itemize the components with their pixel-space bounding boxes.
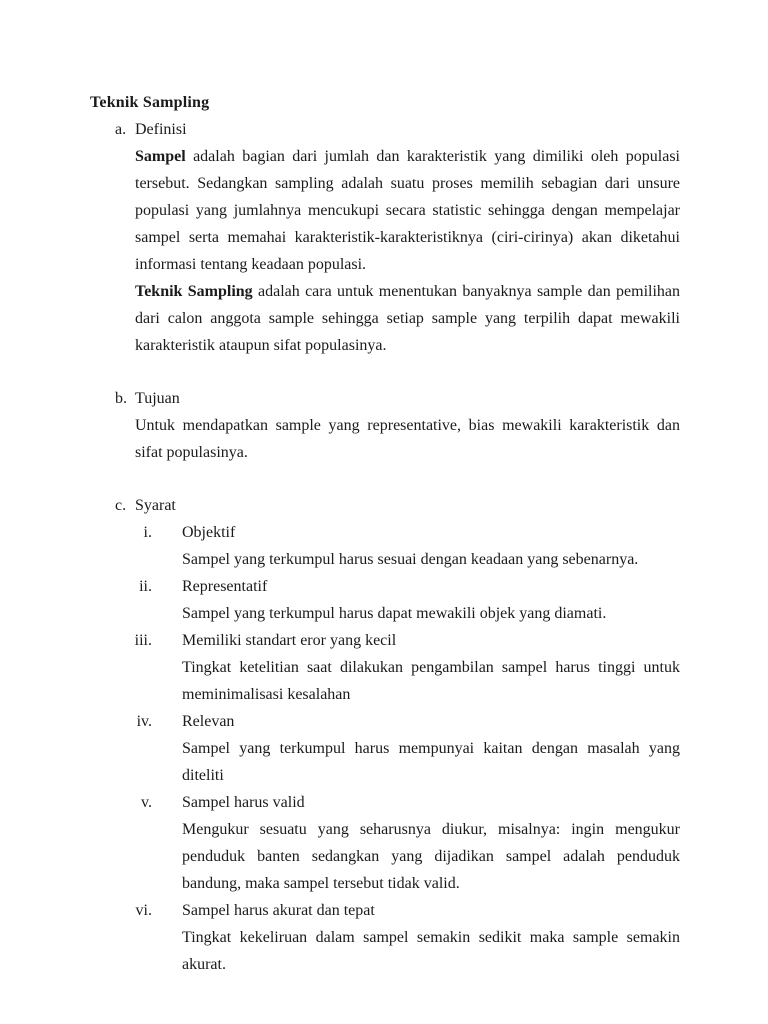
subitem-standart-eror	[90, 627, 680, 708]
paragraph-sampel-definition	[135, 143, 680, 278]
subitem-ii-marker: ii.	[139, 578, 152, 595]
subitem-heading-row	[90, 573, 680, 600]
subitem-v-heading: Sampel harus valid	[182, 794, 305, 811]
subitem-representatif	[90, 573, 680, 627]
section-a-marker: a.	[115, 121, 127, 138]
subitem-vi-heading: Sampel harus akurat dan tepat	[182, 902, 375, 919]
subitem-iv-heading: Relevan	[182, 713, 235, 730]
subitem-v-marker: v.	[141, 794, 152, 811]
section-tujuan	[90, 385, 680, 466]
section-b-marker: b.	[115, 390, 127, 407]
section-c-heading: Syarat	[135, 497, 176, 514]
subitem-v-text: Mengukur sesuatu yang seharusnya diukur, misalnya: ingin mengukur penduduk banten sedangkan yang dijadikan sampel adalah penduduk bandung, maka sampel tersebut tidak valid.	[182, 821, 680, 892]
document-title: Teknik Sampling	[90, 94, 210, 111]
subitem-vi-marker: vi.	[135, 902, 152, 919]
bold-lead-sampel: Sampel	[135, 148, 186, 165]
subitem-heading-row	[90, 519, 680, 546]
subitem-heading-row	[90, 897, 680, 924]
paragraph-teknik-sampling-definition	[135, 278, 680, 359]
subitem-iv-text: Sampel yang terkumpul harus mempunyai kaitan dengan masalah yang diteliti	[182, 740, 680, 784]
section-c-marker: c.	[115, 497, 127, 514]
subitem-heading-row	[90, 708, 680, 735]
subitem-vi-text: Tingkat kekeliruan dalam sampel semakin sedikit maka sample semakin akurat.	[182, 929, 680, 973]
paragraph-tujuan	[135, 412, 680, 466]
subitem-relevan	[90, 708, 680, 789]
section-syarat	[90, 492, 680, 978]
section-a-heading-row	[90, 116, 680, 143]
subitem-iii-marker: iii.	[134, 632, 152, 649]
subitem-iii-text: Tingkat ketelitian saat dilakukan pengambilan sampel harus tinggi untuk meminimalisasi kesalahan	[182, 659, 680, 703]
subitem-iv-marker: iv.	[136, 713, 152, 730]
section-b-heading: Tujuan	[135, 390, 180, 407]
subitem-i-text: Sampel yang terkumpul harus sesuai dengan keadaan yang sebenarnya.	[182, 551, 639, 568]
section-b-heading-row	[90, 385, 680, 412]
subitem-i-marker: i.	[143, 524, 152, 541]
subitem-i-heading: Objektif	[182, 524, 236, 541]
paragraph-text: Untuk mendapatkan sample yang representative, bias mewakili karakteristik dan sifat populasinya.	[135, 417, 680, 461]
subitem-heading-row	[90, 789, 680, 816]
subitem-valid	[90, 789, 680, 897]
subitem-iii-heading: Memiliki standart eror yang kecil	[182, 632, 397, 649]
paragraph-text: adalah bagian dari jumlah dan karakteristik yang dimiliki oleh populasi tersebut. Sedangkan sampling adalah suatu proses memilih sebagian dari unsure populasi yang jumlahnya mencukupi secara statistic sehingga dengan mempelajar sampel serta memahai karakteristik-karakteristiknya (ciri-cirinya) akan diketahui informasi tentang keadaan populasi.	[135, 148, 680, 273]
bold-lead-teknik-sampling: Teknik Sampling	[135, 283, 253, 300]
section-c-heading-row	[90, 492, 680, 519]
paragraph-text: adalah cara untuk menentukan banyaknya sample dan pemilihan dari calon anggota sample sehingga setiap sample yang terpilih dapat mewakili karakteristik ataupun sifat populasinya.	[135, 283, 681, 354]
subitem-akurat	[90, 897, 680, 978]
section-definisi	[90, 116, 680, 359]
subitem-ii-text: Sampel yang terkumpul harus dapat mewakili objek yang diamati.	[182, 605, 607, 622]
document-page	[90, 89, 680, 978]
subitem-heading-row	[90, 627, 680, 654]
subitem-ii-heading: Representatif	[182, 578, 268, 595]
section-a-heading: Definisi	[135, 121, 187, 138]
subitem-objektif	[90, 519, 680, 573]
